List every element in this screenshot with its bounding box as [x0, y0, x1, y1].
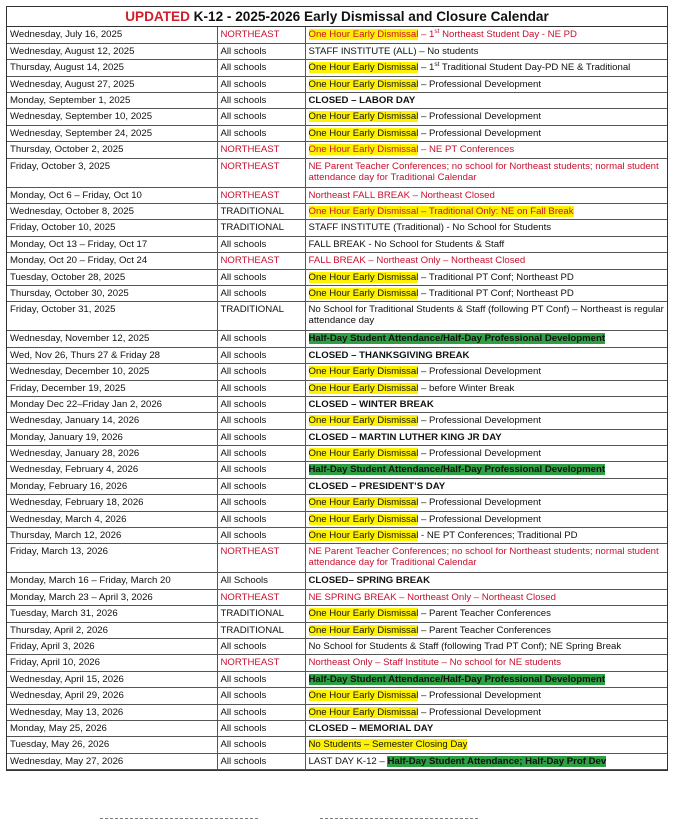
date-cell: Monday, February 16, 2026	[7, 478, 217, 494]
event-text: - NE PT Conferences; Traditional PD	[418, 530, 578, 542]
date-cell: Friday, October 31, 2025	[7, 302, 217, 331]
schools-cell: All schools	[217, 285, 305, 301]
footer-legend	[100, 811, 600, 819]
schools-cell: NORTHEAST	[217, 655, 305, 671]
table-row	[7, 429, 667, 445]
schools-cell: All schools	[217, 331, 305, 347]
event-cell	[305, 704, 667, 720]
date-cell: Thursday, August 14, 2025	[7, 60, 217, 76]
early-dismissal-highlight: One Hour Early Dismissal	[308, 624, 419, 636]
table-row	[7, 109, 667, 125]
schools-cell: All schools	[217, 720, 305, 736]
table-row	[7, 158, 667, 187]
early-dismissal-highlight: One Hour Early Dismissal	[308, 111, 419, 123]
half-day-highlight: Half-Day Student Attendance/Half-Day Professional Development	[308, 333, 606, 345]
event-cell	[305, 655, 667, 671]
early-dismissal-highlight: One Hour Early Dismissal	[308, 382, 419, 394]
early-dismissal-highlight: One Hour Early Dismissal	[308, 690, 419, 702]
schools-cell: All schools	[217, 109, 305, 125]
event-text: LAST DAY K-12 –	[308, 755, 388, 767]
date-cell: Friday, October 3, 2025	[7, 158, 217, 187]
table-row	[7, 380, 667, 396]
event-text: – Traditional PT Conf; Northeast PD	[418, 287, 574, 299]
event-cell	[305, 528, 667, 544]
half-day-highlight: Half-Day Student Attendance/Half-Day Professional Development	[308, 673, 606, 685]
event-text: – Professional Development	[418, 366, 541, 378]
event-cell	[305, 236, 667, 252]
event-text: Traditional Student Day-PD NE & Traditional	[439, 62, 631, 74]
event-cell	[305, 622, 667, 638]
event-cell	[305, 737, 667, 753]
event-text: – Professional Development	[418, 448, 541, 460]
date-cell: Wednesday, November 12, 2025	[7, 331, 217, 347]
event-text: CLOSED – PRESIDENT’S DAY	[308, 480, 446, 492]
calendar-table	[7, 27, 667, 770]
table-row	[7, 495, 667, 511]
date-cell: Friday, October 10, 2025	[7, 220, 217, 236]
event-text: FALL BREAK – Northeast Only – Northeast Closed	[308, 255, 526, 267]
event-cell	[305, 220, 667, 236]
date-cell: Wednesday, December 10, 2025	[7, 364, 217, 380]
date-cell: Monday Dec 22–Friday Jan 2, 2026	[7, 396, 217, 412]
table-row	[7, 704, 667, 720]
schools-cell: All schools	[217, 396, 305, 412]
table-row	[7, 364, 667, 380]
date-cell: Wednesday, May 27, 2026	[7, 753, 217, 769]
schools-cell: TRADITIONAL	[217, 204, 305, 220]
early-dismissal-highlight: One Hour Early Dismissal	[308, 62, 419, 74]
event-cell	[305, 380, 667, 396]
schools-cell: NORTHEAST	[217, 158, 305, 187]
early-dismissal-highlight: One Hour Early Dismissal	[308, 513, 419, 525]
event-cell	[305, 446, 667, 462]
table-row	[7, 528, 667, 544]
event-cell	[305, 27, 667, 43]
calendar-rows	[7, 27, 667, 770]
table-row	[7, 331, 667, 347]
table-row	[7, 60, 667, 76]
event-text: FALL BREAK - No School for Students & Staff	[308, 238, 505, 250]
schools-cell: All schools	[217, 93, 305, 109]
event-cell	[305, 639, 667, 655]
schools-cell: NORTHEAST	[217, 187, 305, 203]
schools-cell: All schools	[217, 364, 305, 380]
table-row	[7, 93, 667, 109]
date-cell: Thursday, April 2, 2026	[7, 622, 217, 638]
table-row	[7, 236, 667, 252]
early-dismissal-highlight: One Hour Early Dismissal	[308, 287, 419, 299]
event-text: CLOSED – MEMORIAL DAY	[308, 722, 434, 734]
date-cell: Monday, Oct 20 – Friday, Oct 24	[7, 253, 217, 269]
schools-cell: All Schools	[217, 573, 305, 589]
schools-cell: TRADITIONAL	[217, 622, 305, 638]
date-cell: Tuesday, March 31, 2026	[7, 606, 217, 622]
event-cell	[305, 93, 667, 109]
table-row	[7, 285, 667, 301]
calendar-sheet	[6, 6, 668, 771]
page-title	[7, 7, 667, 27]
schools-cell: NORTHEAST	[217, 589, 305, 605]
event-cell	[305, 204, 667, 220]
date-cell: Friday, December 19, 2025	[7, 380, 217, 396]
schools-cell: All schools	[217, 688, 305, 704]
table-row	[7, 478, 667, 494]
event-cell	[305, 573, 667, 589]
early-dismissal-highlight: One Hour Early Dismissal	[308, 608, 419, 620]
date-cell: Thursday, October 30, 2025	[7, 285, 217, 301]
early-dismissal-highlight: No Students – Semester Closing Day	[308, 739, 468, 751]
event-text: CLOSED– SPRING BREAK	[308, 575, 431, 587]
event-text: CLOSED – LABOR DAY	[308, 95, 416, 107]
date-cell: Wednesday, February 4, 2026	[7, 462, 217, 478]
event-cell	[305, 462, 667, 478]
date-cell: Monday, January 19, 2026	[7, 429, 217, 445]
event-text: – Professional Development	[418, 415, 541, 427]
early-dismissal-highlight: One Hour Early Dismissal	[308, 144, 419, 156]
schools-cell: All schools	[217, 462, 305, 478]
event-text: – Professional Development	[418, 497, 541, 509]
event-text: NE Parent Teacher Conferences; no school for Northeast students; normal student attendance day for Traditional Calendar	[308, 160, 659, 183]
event-cell	[305, 544, 667, 573]
event-cell	[305, 753, 667, 769]
table-row	[7, 671, 667, 687]
schools-cell: All schools	[217, 639, 305, 655]
date-cell: Wednesday, April 29, 2026	[7, 688, 217, 704]
event-text: NE Parent Teacher Conferences; no school for Northeast students; normal student attendance day for Traditional Calendar	[308, 546, 659, 569]
early-dismissal-highlight: One Hour Early Dismissal	[308, 271, 419, 283]
schools-cell: All schools	[217, 753, 305, 769]
event-cell	[305, 187, 667, 203]
table-row	[7, 622, 667, 638]
date-cell: Wednesday, July 16, 2025	[7, 27, 217, 43]
half-day-highlight: Half-Day Student Attendance/Half-Day Professional Development	[308, 464, 606, 476]
table-row	[7, 142, 667, 158]
schools-cell: All schools	[217, 43, 305, 59]
event-text: – 1	[418, 62, 435, 74]
date-cell: Wed, Nov 26, Thurs 27 & Friday 28	[7, 347, 217, 363]
event-cell	[305, 495, 667, 511]
schools-cell: NORTHEAST	[217, 27, 305, 43]
event-text: – Professional Development	[418, 127, 541, 139]
event-text: st	[434, 61, 440, 69]
date-cell: Friday, April 10, 2026	[7, 655, 217, 671]
table-row	[7, 396, 667, 412]
event-text: Northeast FALL BREAK – Northeast Closed	[308, 189, 495, 201]
table-row	[7, 573, 667, 589]
event-cell	[305, 60, 667, 76]
event-cell	[305, 158, 667, 187]
event-cell	[305, 125, 667, 141]
date-cell: Monday, Oct 6 – Friday, Oct 10	[7, 187, 217, 203]
table-row	[7, 76, 667, 92]
schools-cell: TRADITIONAL	[217, 302, 305, 331]
event-cell	[305, 606, 667, 622]
table-row	[7, 43, 667, 59]
event-text: CLOSED – THANKSGIVING BREAK	[308, 349, 470, 361]
event-cell	[305, 478, 667, 494]
date-cell: Wednesday, August 12, 2025	[7, 43, 217, 59]
schools-cell: All schools	[217, 413, 305, 429]
date-cell: Wednesday, May 13, 2026	[7, 704, 217, 720]
early-dismissal-highlight: One Hour Early Dismissal	[308, 78, 419, 90]
schools-cell: All schools	[217, 511, 305, 527]
event-text: CLOSED – MARTIN LUTHER KING JR DAY	[308, 431, 502, 443]
event-text: – Professional Development	[418, 690, 541, 702]
table-row	[7, 302, 667, 331]
event-text: STAFF INSTITUTE (Traditional) - No School for Students	[308, 222, 552, 234]
early-dismissal-highlight: One Hour Early Dismissal	[308, 706, 419, 718]
event-cell	[305, 720, 667, 736]
event-cell	[305, 43, 667, 59]
table-row	[7, 220, 667, 236]
table-row	[7, 720, 667, 736]
date-cell: Monday, Oct 13 – Friday, Oct 17	[7, 236, 217, 252]
event-text: NE SPRING BREAK – Northeast Only – Northeast Closed	[308, 591, 556, 603]
event-cell	[305, 413, 667, 429]
event-text: – Parent Teacher Conferences	[418, 608, 551, 620]
date-cell: Wednesday, March 4, 2026	[7, 511, 217, 527]
table-row	[7, 187, 667, 203]
event-cell	[305, 76, 667, 92]
title-updated-label: UPDATED	[125, 9, 190, 24]
table-row	[7, 27, 667, 43]
early-dismissal-highlight: One Hour Early Dismissal	[308, 448, 419, 460]
schools-cell: All schools	[217, 737, 305, 753]
schools-cell: NORTHEAST	[217, 142, 305, 158]
schools-cell: All schools	[217, 60, 305, 76]
table-row	[7, 125, 667, 141]
table-row	[7, 544, 667, 573]
event-text: CLOSED – WINTER BREAK	[308, 398, 434, 410]
event-cell	[305, 688, 667, 704]
event-cell	[305, 429, 667, 445]
event-cell	[305, 302, 667, 331]
event-cell	[305, 253, 667, 269]
event-text: – Parent Teacher Conferences	[418, 624, 551, 636]
date-cell: Thursday, October 2, 2025	[7, 142, 217, 158]
date-cell: Monday, May 25, 2026	[7, 720, 217, 736]
date-cell: Wednesday, January 28, 2026	[7, 446, 217, 462]
schools-cell: NORTHEAST	[217, 253, 305, 269]
event-cell	[305, 347, 667, 363]
event-text: – Traditional PT Conf; Northeast PD	[418, 271, 574, 283]
date-cell: Wednesday, February 18, 2026	[7, 495, 217, 511]
early-dismissal-highlight: One Hour Early Dismissal	[308, 497, 419, 509]
date-cell: Wednesday, September 24, 2025	[7, 125, 217, 141]
date-cell: Wednesday, April 15, 2026	[7, 671, 217, 687]
date-cell: Friday, April 3, 2026	[7, 639, 217, 655]
schools-cell: All schools	[217, 76, 305, 92]
table-row	[7, 511, 667, 527]
event-text: – NE PT Conferences	[418, 144, 515, 156]
schools-cell: All schools	[217, 269, 305, 285]
table-row	[7, 204, 667, 220]
event-cell	[305, 671, 667, 687]
event-cell	[305, 109, 667, 125]
schools-cell: TRADITIONAL	[217, 220, 305, 236]
date-cell: Tuesday, May 26, 2026	[7, 737, 217, 753]
event-cell	[305, 142, 667, 158]
event-cell	[305, 396, 667, 412]
table-row	[7, 347, 667, 363]
schools-cell: All schools	[217, 125, 305, 141]
title-text: K-12 - 2025-2026 Early Dismissal and Closure Calendar	[189, 9, 549, 24]
schools-cell: All schools	[217, 671, 305, 687]
event-cell	[305, 285, 667, 301]
schools-cell: All schools	[217, 495, 305, 511]
date-cell: Wednesday, August 27, 2025	[7, 76, 217, 92]
table-row	[7, 753, 667, 769]
schools-cell: All schools	[217, 347, 305, 363]
event-text: – 1	[418, 29, 435, 40]
event-text: – Professional Development	[418, 513, 541, 525]
event-cell	[305, 331, 667, 347]
date-cell: Wednesday, January 14, 2026	[7, 413, 217, 429]
table-row	[7, 413, 667, 429]
early-dismissal-highlight: One Hour Early Dismissal	[308, 127, 419, 139]
table-row	[7, 655, 667, 671]
table-row	[7, 462, 667, 478]
early-dismissal-highlight: One Hour Early Dismissal	[308, 366, 419, 378]
table-row	[7, 269, 667, 285]
table-row	[7, 737, 667, 753]
schools-cell: All schools	[217, 446, 305, 462]
event-text: No School for Traditional Students & Staff (following PT Conf) – Northeast is regular attendance day	[308, 304, 664, 327]
event-text: Northeast Only – Staff Institute – No school for NE students	[308, 657, 562, 669]
event-text: Northeast Student Day - NE PD	[439, 29, 577, 40]
early-dismissal-highlight: One Hour Early Dismissal – Traditional Only: NE on Fall Break	[308, 206, 574, 218]
event-text: No School for Students & Staff (following Trad PT Conf); NE Spring Break	[308, 641, 622, 652]
date-cell: Monday, September 1, 2025	[7, 93, 217, 109]
schools-cell: All schools	[217, 380, 305, 396]
schools-cell: TRADITIONAL	[217, 606, 305, 622]
date-cell: Monday, March 23 – April 3, 2026	[7, 589, 217, 605]
schools-cell: All schools	[217, 478, 305, 494]
early-dismissal-highlight: One Hour Early Dismissal	[308, 415, 419, 427]
schools-cell: NORTHEAST	[217, 544, 305, 573]
table-row	[7, 606, 667, 622]
event-text: – Professional Development	[418, 706, 541, 718]
date-cell: Friday, March 13, 2026	[7, 544, 217, 573]
event-text: STAFF INSTITUTE (ALL) – No students	[308, 45, 479, 57]
date-cell: Monday, March 16 – Friday, March 20	[7, 573, 217, 589]
table-row	[7, 639, 667, 655]
event-text: st	[434, 27, 440, 35]
date-cell: Thursday, March 12, 2026	[7, 528, 217, 544]
table-row	[7, 446, 667, 462]
event-cell	[305, 511, 667, 527]
table-row	[7, 253, 667, 269]
event-text: – Professional Development	[418, 111, 541, 123]
date-cell: Wednesday, October 8, 2025	[7, 204, 217, 220]
table-row	[7, 688, 667, 704]
schools-cell: All schools	[217, 704, 305, 720]
event-cell	[305, 364, 667, 380]
early-dismissal-highlight: One Hour Early Dismissal	[308, 29, 419, 40]
half-day-highlight: Half-Day Student Attendance; Half-Day Prof Dev	[387, 755, 607, 767]
event-text: – before Winter Break	[418, 382, 515, 394]
event-cell	[305, 589, 667, 605]
early-dismissal-highlight: One Hour Early Dismissal	[308, 530, 419, 542]
schools-cell: All schools	[217, 236, 305, 252]
event-text: – Professional Development	[418, 78, 541, 90]
date-cell: Tuesday, October 28, 2025	[7, 269, 217, 285]
table-row	[7, 589, 667, 605]
schools-cell: All schools	[217, 528, 305, 544]
schools-cell: All schools	[217, 429, 305, 445]
event-cell	[305, 269, 667, 285]
date-cell: Wednesday, September 10, 2025	[7, 109, 217, 125]
